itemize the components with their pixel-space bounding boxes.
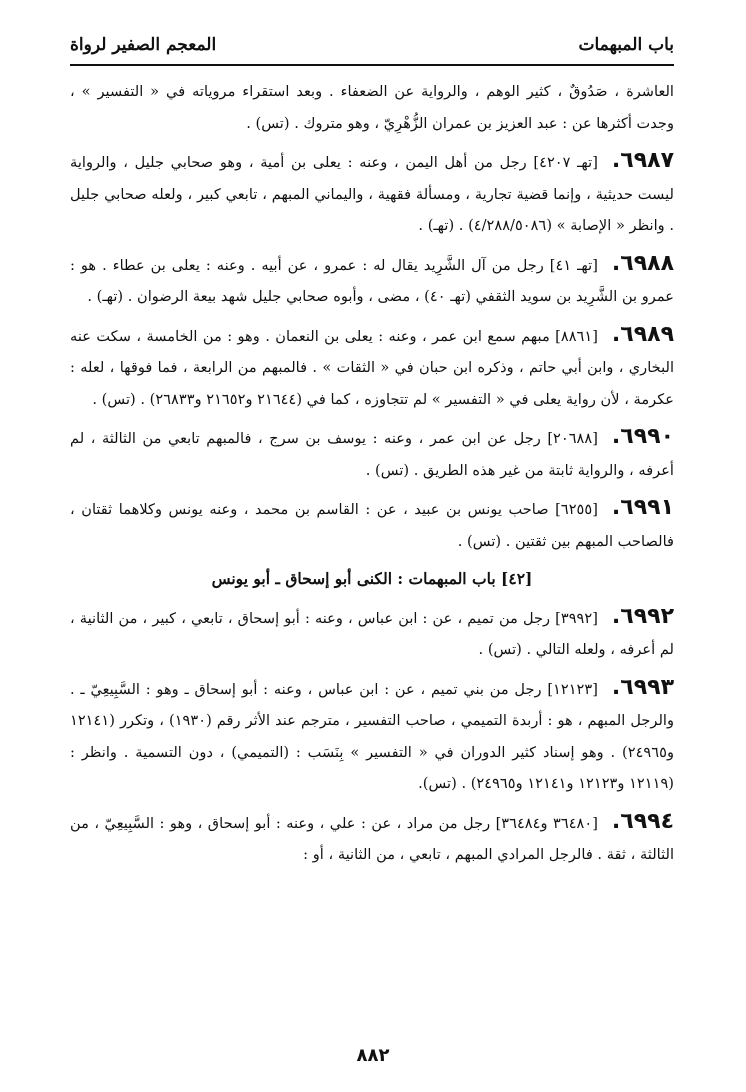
entry-6991	[70, 492, 674, 557]
header-rule	[70, 64, 674, 66]
entry-number: ٦٩٩٢.	[611, 603, 674, 629]
page-number: ٨٨٢	[356, 1045, 390, 1066]
entry-6992	[70, 601, 674, 666]
header-left-title: المعجم الصفير لرواة	[70, 35, 217, 55]
entry-text: [٢٠٦٨٨] رجل عن ابن عمر ، وعنه : يوسف بن سرج ، فالمبهم تابعي من الثالثة ، لم أعرفه ، والرواية ثابتة من غير هذه الطريق . (تس) .	[70, 430, 674, 479]
entry-6989	[70, 319, 674, 416]
entry-6988	[70, 248, 674, 313]
entry-text: [٨٨٦١] مبهم سمع ابن عمر ، وعنه : يعلى بن النعمان . وهو : من الخامسة ، سكت عنه البخاري ، وابن أبي حاتم ، وذكره ابن حبان في « الثقات » . فالمبهم من الرابعة ، فما فوقها ، لعله : عكرمة ، لأن رواية يعلى في « التفسير » لم تتجاوزه ، كما في (٢١٦٤٤ و٢١٦٥٢ و٢٦٨٣٣) . (تس) .	[70, 327, 674, 408]
entry-number: ٦٩٨٧.	[611, 148, 674, 173]
entry-number: ٦٩٨٨.	[611, 250, 674, 276]
entry-number: ٦٩٩١.	[611, 495, 674, 520]
entry-number: ٦٩٩٣.	[611, 674, 674, 700]
page-body	[70, 76, 674, 877]
entry-number: ٦٩٨٩.	[611, 321, 674, 347]
entry-6990	[70, 421, 674, 486]
entry-continuation: العاشرة ، صَدُوقٌ ، كثير الوهم ، والرواية عن الضعفاء . وبعد استقراء مروياته في « التفسير » ، وجدت أكثرها عن : عبد العزيز بن عمران الزُّهْرِيّ ، وهو متروك . (تس) .	[70, 83, 674, 132]
entry-text: [٦٢٥٥] صاحب يونس بن عبيد ، عن : القاسم بن محمد ، وعنه يونس وكلاهما ثقتان ، فالصاحب المبهم بين ثقتين . (تس) .	[70, 501, 674, 550]
page-header	[70, 28, 674, 62]
header-right-title: باب المبهمات	[578, 35, 674, 55]
entry-6987	[70, 145, 674, 242]
entry-number: ٦٩٩٠.	[611, 424, 674, 449]
entry-text: [تهـ ٤٢٠٧] رجل من أهل اليمن ، وعنه : يعلى بن أمية ، وهو صحابي جليل ، والرواية ليست حديثية ، وإنما قضية تجارية ، ومسألة فقهية ، واليماني المبهم ، تابعي كبير ، ولعله صحابي جليل . وانظر « الإصابة » (٤/٢٨٨/٥٠٨٦) . (تهـ) .	[70, 154, 674, 234]
entry-text: [٣٦٤٨٠ و٣٦٤٨٤] رجل من مراد ، عن : علي ، وعنه : أبو إسحاق ، وهو : السَّبِيعِيّ ، من الثالثة ، ثقة . فالرجل المرادي المبهم ، تابعي ، من الثانية ، أو :	[70, 814, 674, 863]
entry-6994	[70, 806, 674, 871]
entry-text: [١٢١٢٣] رجل من بني تميم ، عن : ابن عباس ، وعنه : أبو إسحاق ـ وهو : السَّبِيعِيّ ـ . والرجل المبهم ، هو : أربدة التميمي ، صاحب التفسير ، مترجم عند الأثر رقم (١٩٣٠) ، وتكرر (١٢١٤١ و٢٤٩٦٥) . وهو إسناد كثير الدوران في « التفسير » بِنَسَب : (التميمي) ، دون التسمية . وانظر : (١٢١١٩ و١٢١٢٣ و١٢١٤١ و٢٤٩٦٥) . (تس).	[70, 680, 674, 792]
entry-text: [٣٩٩٢] رجل من تميم ، عن : ابن عباس ، وعنه : أبو إسحاق ، تابعي ، كبير ، من الثانية ، لم أعرفه ، ولعله التالي . (تس) .	[70, 609, 674, 658]
entry-6993	[70, 672, 674, 800]
section-title: [٤٢] باب المبهمات : الكنى أبو إسحاق ـ أبو يونس	[211, 569, 533, 588]
entry-number: ٦٩٩٤.	[611, 808, 674, 834]
entry-text: [تهـ ٤١] رجل من آل الشَّرِيد يقال له : عمرو ، عن أبيه . وعنه : يعلى بن عطاء . هو : عمرو بن الشَّرِيد بن سويد الثقفي (تهـ ٤٠) ، مضى ، وأبوه صحابي جليل شهد بيعة الرضوان . (تهـ) .	[70, 256, 674, 305]
